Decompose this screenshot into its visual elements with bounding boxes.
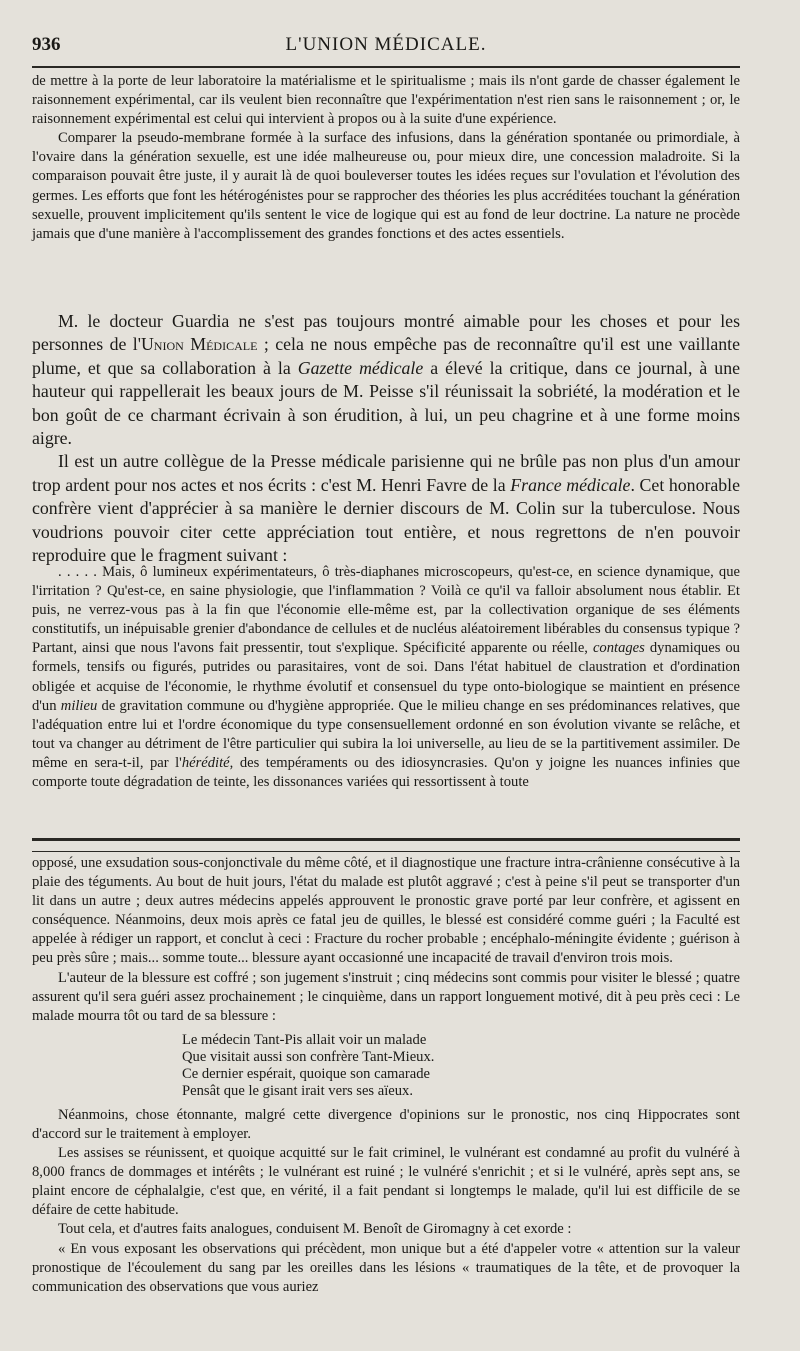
feuilleton [32,854,740,1297]
page-number: 936 [32,34,61,55]
text-run: , des tempéraments ou des idiosyncrasies. Qu'on y joigne les nuances infinies que comporte toute dégradation de teinte, les dissonances variées qui ressortissent à toute [32,754,740,791]
journal-name: Union Médicale [140,334,258,355]
continued-article [32,72,740,244]
section-separator [32,838,740,852]
journal-name: Gazette médicale [297,357,424,378]
header-rule [32,66,740,68]
text-run: dynamiques ou formels, tensifs ou figurés, putrides ou parasitaires, vont de soi. Dans l'état habituel de claustration et d'ordination obligée et acquise de l'économie, le rhythme évolutif et consensuel du type onto-biologique se maintient en présence d'un [32,640,740,714]
journal-name: France médicale [510,474,631,495]
paragraph: opposé, une exsudation sous-conjonctivale du même côté, et il diagnostique une fracture intra-crânienne consécutive à la plaie des téguments. Au bout de huit jours, l'état du malade est plutôt aggravé ; c'est à peine s'il peut se transporter d'un lit dans un autre ; deux autres médecins appelés approuvent le pronostic grave porté par leur confrère, et agissent en conséquence. Néanmoins, deux mois après ce fatal jeu de quilles, le blessé est considéré comme guéri ; la Faculté est appelée à rédiger un rapport, et conclut à ceci : Fracture du rocher probable ; encéphalo-méningite évidente ; guérison à peu près sûre ; mais... somme toute... blessure ayant occasionné une incapacité de travail d'environ trois mois. [32,855,740,967]
running-title: L'UNION MÉDICALE. [285,34,487,55]
verse-line: Ce dernier espérait, quoique son camarade [182,1065,430,1082]
verse-line: Que visitait aussi son confrère Tant-Mieux. [182,1048,435,1065]
paragraph: Comparer la pseudo-membrane formée à la surface des infusions, dans la génération spontanée ou primordiale, à l'ovaire dans la génération sexuelle, est une idée malheureuse ou, pour mieux dire, une concession maladroite. Si la comparaison pouvait être juste, il y aurait là de quoi bouleverser toutes les idées reçues sur l'ovulation et l'évolution des germes. Les efforts que font les hétérogénistes pour se rapprocher des théories les plus accréditées touchant la génération sexuelle, prouvent implicitement qu'ils sentent le vice de logique qui est au fond de leur doctrine. La nature ne procède jamais que d'une manière à l'accomplissement des grandes fonctions et des actes essentiels. [32,130,740,242]
paragraph: Les assises se réunissent, et quoique acquitté sur le fait criminel, le vulnérant est condamné au profit du vulnéré à 8,000 francs de dommages et intérêts ; le vulnérant est ruiné ; le vulnéré s'enrichit ; et si le vulnéré, après sept ans, se plaint encore de céphalalgie, c'est que, en vérité, il a fait pendant si longtemps le malade, qu'il lui est difficile de se défaire de cette habitude. [32,1145,740,1219]
text-run: de gravitation commune ou d'hygiène appropriée. Que le milieu change en ses prédominances relatives, que l'adéquation entre lui et l'ordre économique du type consensuellement ordonné en son évolution vivante se relâche, et tout va changer au détriment de l'être particulier qui subira la loi universelle, au lieu de se la partitivement assimiler. De même en sera-t-il, par l' [32,697,740,771]
quoted-paragraph [32,563,740,792]
verse-line: Pensât que le gisant irait vers ses aïeux. [182,1082,414,1099]
text-run: a élevé la critique, dans ce journal, à une hauteur qui rappellerait les beaux jours de M. Peisse s'il réunissait la sobriété, la modération et le bon goût de ce charmant écrivain à son érudition, à lui, un peu chagrine et à une forme moins aigre. [32,357,740,449]
text-run: Il est un autre collègue de la Presse médicale parisienne qui ne brûle pas non plus d'un amour trop ardent pour nos actes et nos écrits : c'est M. Henri Favre de la [32,451,740,495]
page-header [32,34,740,58]
emphasis: contages [592,640,645,657]
text-run: M. le docteur Guardia ne s'est pas toujours montré aimable pour les choses et pour les personnes de l' [32,311,740,355]
chronicle-section [32,310,740,567]
emphasis: hérédité [181,754,230,771]
paragraph: de mettre à la porte de leur laboratoire la matérialisme et le spiritualisme ; mais ils n'ont garde de chasser également le raisonnement expérimental, car ils veulent bien reconnaître que l'expérimentation n'est rien sans le raisonnement ; or, le raisonnement expérimental est celui qui intervient à propos ou à la suite d'une expérience. [32,73,740,128]
verse-quote [182,1032,740,1100]
paragraph: Tout cela, et d'autres faits analogues, conduisent M. Benoît de Giromagny à cet exorde : [58,1221,572,1238]
quotation [32,563,740,792]
paragraph: L'auteur de la blessure est coffré ; son jugement s'instruit ; cinq médecins sont commis pour visiter le blessé ; quatre assurent qu'il sera guéri assez prochainement ; le cinquième, dans un rapport longuement motivé, dit à peu près ceci : Le malade mourra tôt ou tard de sa blessure : [32,969,740,1024]
text-run: ; cela ne nous empêche pas de reconnaître qu'il est une vaillante plume, et que sa collaboration à la [32,334,740,378]
verse-line: Le médecin Tant-Pis allait voir un malade [182,1031,427,1048]
text-run: . Cet honorable confrère vient d'apprécier à sa manière le dernier discours de M. Colin sur la tuberculose. Nous voudrions pouvoir citer cette appréciation tout entière, et nous regrettons de n'en pouvoir reproduire que le fragment suivant : [32,474,740,566]
paragraph [32,310,740,450]
emphasis: milieu [60,697,98,714]
text-run: . . . . . Mais, ô lumineux expérimentateurs, ô très-diaphanes microscopeurs, qu'est-ce, en science dynamique, que l'irritation ? Qu'est-ce, en saine physiologie, que l'inflammation ? Voilà ce qu'il va falloir absolument nous établir. Et puis, ne verrez-vous pas à la fin que l'économie elle-même est, par la collectivation organique de ses éléments constitutifs, un inépuisable grenier d'abondance de cellules et de nucléus aléatoirement libérables du consensus typique ? Partant, ainsi que nous l'avons fait pressentir, tout s'explique. Spécificité apparente ou réelle, [32,564,740,657]
paragraph: Néanmoins, chose étonnante, malgré cette divergence d'opinions sur le pronostic, nos cinq Hippocrates sont d'accord sur le traitement à employer. [32,1106,740,1142]
paragraph [32,450,740,567]
paragraph: « En vous exposant les observations qui précèdent, mon unique but a été d'appeler votre « attention sur la valeur pronostique de l'écoulement du sang par les oreilles dans les lésions « traumatiques de la tête, et de provoquer la communication des observations que vous auriez [32,1240,740,1295]
